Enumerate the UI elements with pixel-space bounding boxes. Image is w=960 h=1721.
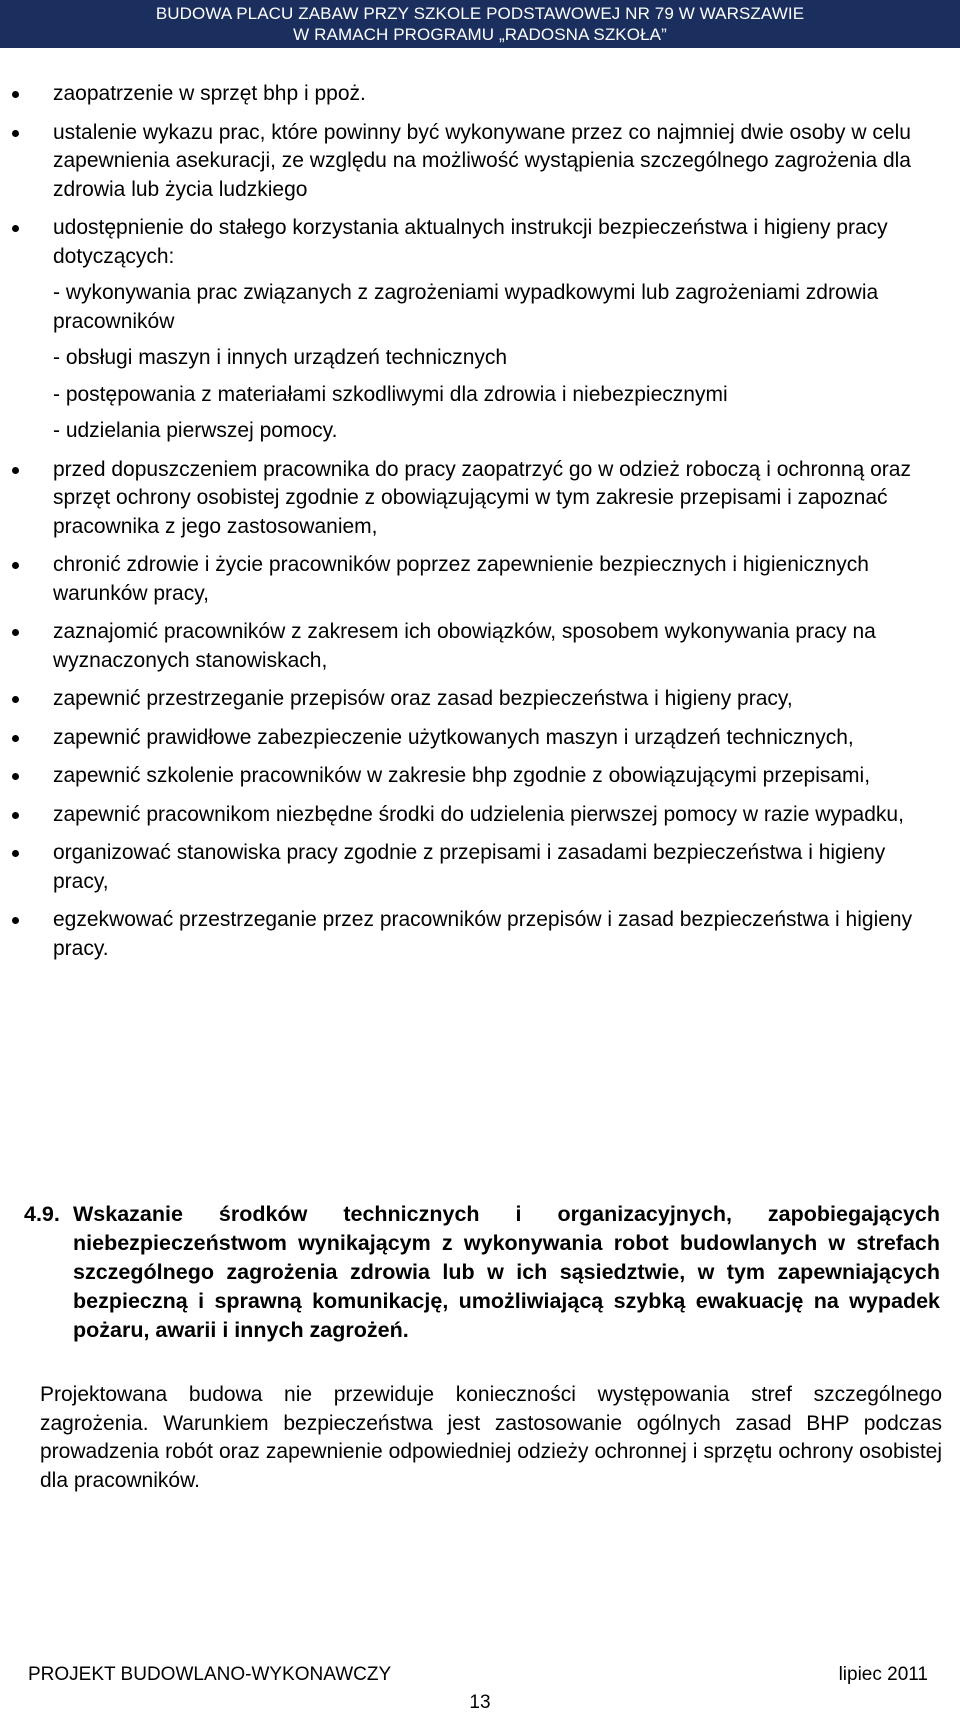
sub-item: - wykonywania prac związanych z zagrożeniami wypadkowymi lub zagrożeniami zdrowia pracowników	[53, 281, 879, 333]
list-item-text: organizować stanowiska pracy zgodnie z przepisami i zasadami bezpieczeństwa i higieny pracy,	[53, 841, 886, 893]
list-item-text: zaznajomić pracowników z zakresem ich obowiązków, sposobem wykonywania pracy na wyznaczonych stanowiskach,	[53, 620, 876, 672]
list-item	[0, 119, 960, 205]
list-item	[0, 839, 960, 896]
list-item-text: przed dopuszczeniem pracownika do pracy zaopatrzyć go w odzież roboczą i ochronną oraz sprzęt ochrony osobistej zgodnie z obowiązującymi w tym zakresie przepisami i zapoznać pracownika z jego zastosowaniem,	[53, 457, 911, 538]
list-item	[0, 80, 960, 109]
list-item	[0, 214, 960, 446]
bullet-icon	[12, 225, 19, 232]
list-item	[0, 456, 960, 542]
header-line-1: BUDOWA PLACU ZABAW PRZY SZKOLE PODSTAWOWEJ NR 79 W WARSZAWIE	[155, 4, 805, 23]
list-item	[0, 762, 960, 791]
sub-item: - udzielania pierwszej pomocy.	[53, 419, 338, 442]
page-number: 13	[469, 1692, 491, 1713]
bullet-icon	[12, 735, 19, 742]
section-number: 4.9.	[24, 1202, 60, 1226]
bullet-icon	[12, 773, 19, 780]
section-4-9	[0, 1200, 960, 1495]
bullet-icon	[12, 562, 19, 569]
section-paragraph: Projektowana budowa nie przewiduje konieczności występowania stref szczególnego zagrożenia. Warunkiem bezpieczeństwa jest zastosowanie ogólnych zasad BHP podczas prowadzenia robót oraz zapewnienie odpowiedniej odzieży ochronnej i sprzętu ochrony osobistej dla pracowników.	[40, 1383, 942, 1492]
list-item-text: zapewnić przestrzeganie przepisów oraz zasad bezpieczeństwa i higieny pracy,	[53, 687, 793, 710]
list-item	[0, 724, 960, 753]
bullet-list	[0, 80, 960, 963]
section-title: Wskazanie środków technicznych i organizacyjnych, zapobiegających niebezpieczeństwom wynikającym z wykonywania robot budowlanych w strefach szczególnego zagrożenia zdrowia lub w ich sąsiedztwie, w tym zapewniających bezpieczną i sprawną komunikację, umożliwiającą szybką ewakuację na wypadek pożaru, awarii i innych zagrożeń.	[73, 1202, 940, 1342]
bullet-icon	[12, 130, 19, 137]
list-item-text: zaopatrzenie w sprzęt bhp i ppoż.	[53, 82, 366, 105]
footer-date: lipiec 2011	[838, 1664, 928, 1685]
section-heading	[0, 1200, 960, 1345]
list-item	[0, 906, 960, 963]
list-item-text: egzekwować przestrzeganie przez pracowników przepisów i zasad bezpieczeństwa i higieny pracy.	[53, 908, 913, 960]
header-line-2: W RAMACH PROGRAMU „RADOSNA SZKOŁA”	[293, 25, 667, 44]
list-item	[0, 551, 960, 608]
list-item-text: zapewnić szkolenie pracowników w zakresie bhp zgodnie z obowiązującymi przepisami,	[53, 764, 871, 787]
sub-item: - obsługi maszyn i innych urządzeń technicznych	[53, 346, 508, 369]
bullet-icon	[12, 812, 19, 819]
sub-item: - postępowania z materiałami szkodliwymi dla zdrowia i niebezpiecznymi	[53, 382, 728, 406]
footer-project-label: PROJEKT BUDOWLANO-WYKONAWCZY	[28, 1664, 392, 1685]
list-item-text: ustalenie wykazu prac, które powinny być wykonywane przez co najmniej dwie osoby w celu zapewnienia asekuracji, ze względu na możliwość wystąpienia szczególnego zagrożenia dla zdrowia lub życia ludzkiego	[53, 120, 911, 201]
bullet-icon	[12, 91, 19, 98]
list-item	[0, 801, 960, 830]
list-item	[0, 618, 960, 675]
list-item-text: zapewnić prawidłowe zabezpieczenie użytkowanych maszyn i urządzeń technicznych,	[53, 725, 854, 749]
document-header	[0, 0, 960, 48]
list-item-text: chronić zdrowie i życie pracowników poprzez zapewnienie bezpiecznych i higienicznych warunków pracy,	[53, 553, 869, 605]
list-item-text: udostępnienie do stałego korzystania aktualnych instrukcji bezpieczeństwa i higieny pracy dotyczących:	[53, 216, 888, 268]
bullet-icon	[12, 696, 19, 703]
bullet-icon	[12, 917, 19, 924]
bullet-list-container	[0, 80, 960, 973]
list-item-text: zapewnić pracownikom niezbędne środki do udzielenia pierwszej pomocy w razie wypadku,	[53, 802, 904, 826]
bullet-icon	[12, 629, 19, 636]
list-item	[0, 685, 960, 714]
bullet-icon	[12, 850, 19, 857]
bullet-icon	[12, 467, 19, 474]
